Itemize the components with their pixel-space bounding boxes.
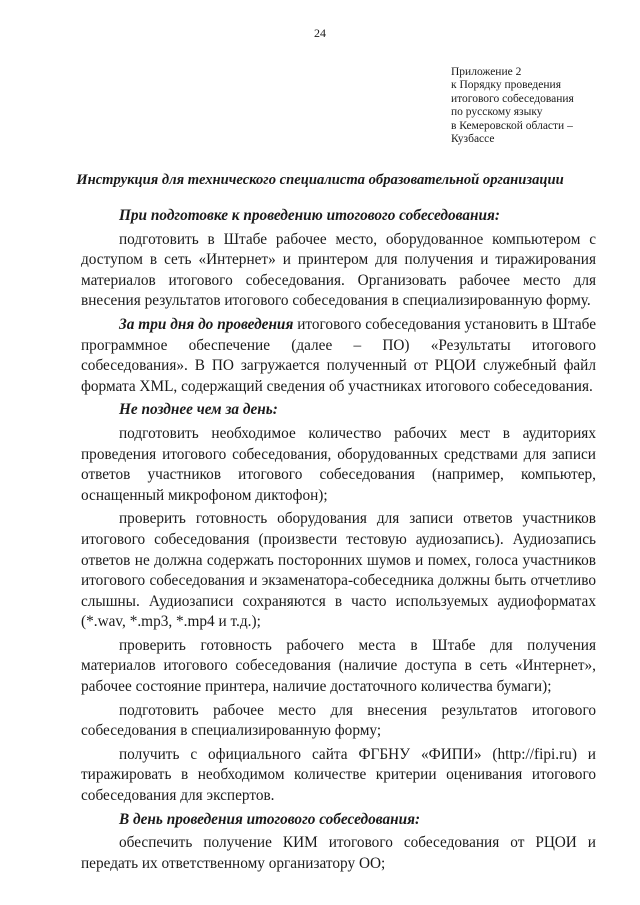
paragraph-text: итогового собеседования установить в Штабе программное обеспечение (далее – ПО) «Результаты итогового собеседования». В ПО загружается полученный от РЦОИ служебный файл формата XML, содержащий сведения об участниках итогового собеседования.: [81, 315, 596, 395]
paragraph: [81, 315, 596, 397]
annex-line: итогового собеседования: [451, 92, 574, 105]
annex-line: Приложение 2: [451, 66, 522, 78]
paragraph-lead: За три дня до проведения: [119, 315, 294, 333]
paragraph: подготовить в Штабе рабочее место, оборудованное компьютером с доступом в сеть «Интернет» и принтером для получения и тиражирования материалов итогового собеседования. Организовать рабочее место для внесения результатов итогового собеседования в специализированную форму.: [81, 230, 596, 310]
section-heading: Не позднее чем за день:: [119, 401, 278, 419]
paragraph: проверить готовность рабочего места в Штабе для получения материалов итогового собеседования (наличие доступа в сеть «Интернет», рабочее состояние принтера, наличие достаточного количества бумаги);: [81, 636, 596, 696]
annex-line: в Кемеровской области –: [451, 119, 573, 132]
page-number: 24: [314, 26, 326, 40]
paragraph: обеспечить получение КИМ итогового собеседования от РЦОИ и передать их ответственному организатору ОО;: [81, 834, 596, 872]
paragraph: подготовить необходимое количество рабочих мест в аудиториях проведения итогового собеседования, оборудованных средствами для записи ответов участников итогового собеседования (например, компьютер, оснащенный микрофоном диктофон);: [81, 424, 596, 504]
document-body: [81, 206, 596, 877]
paragraph: проверить готовность оборудования для записи ответов участников итогового собеседования (произвести тестовую аудиозапись). Аудиозапись ответов не должна содержать посторонних шумов и помех, голоса участников итогового собеседования и экзаменатора-собеседника должны быть отчетливо слышны. Аудиозаписи сохраняются в часто используемых аудиоформатах (*.wav, *.mp3, *.mp4 и т.д.);: [81, 510, 596, 631]
annex-block: [451, 66, 621, 146]
section-heading: В день проведения итогового собеседования:: [119, 810, 421, 828]
section-heading: При подготовке к проведению итогового собеседования:: [119, 207, 501, 224]
document-title: Инструкция для технического специалиста образовательной организации: [76, 172, 564, 188]
annex-line: Кузбассе: [451, 133, 495, 146]
paragraph: подготовить рабочее место для внесения результатов итогового собеседования в специализированную форму;: [81, 701, 596, 740]
annex-line: к Порядку проведения: [451, 79, 561, 92]
annex-line: по русскому языку: [451, 106, 543, 119]
paragraph: получить с официального сайта ФГБНУ «ФИПИ» (http://fipi.ru) и тиражировать в необходимом количестве критерии оценивания итогового собеседования для экспертов.: [81, 745, 596, 805]
